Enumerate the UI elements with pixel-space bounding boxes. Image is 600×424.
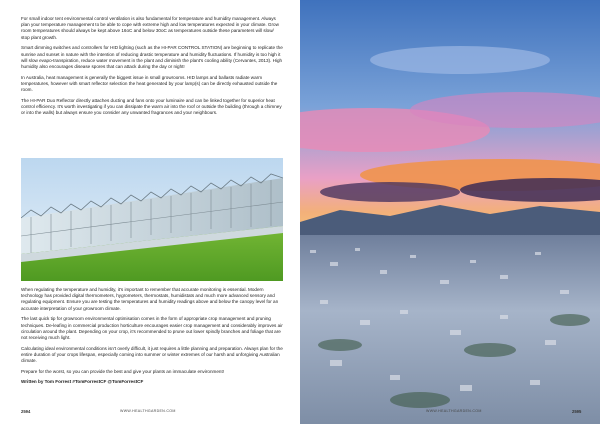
paragraph: The last quick tip for growroom environmental optimisation comes in the form of appropriate crop management and pruning techniques. De-leafing in commercial production horticulture encourages easier crop management and considerably improves air circulation around the plant. Depending on your crop, it's recommended to prune out lower spindly branches and foliage that are not receiving much light.	[21, 316, 283, 340]
paragraph: Calculating ideal environmental conditions isn't overly difficult, it just requires a little planning and preparation. Always plan for the entire duration of your crops lifespan, especially coming into summer or winter extremes of our harsh and unforgiving Australian climate.	[21, 345, 283, 364]
paragraph: The HI-PAR Duo Reflector directly attaches ducting and fans onto your luminaire and can be linked together for superior heat control efficiency. It's worth investigating if you can dissipate the warm air into the roof or outside the building (through a chimney or into the walls) but always ensure you consider any unwanted fragrances and your neighbours.	[21, 97, 282, 116]
website-footer: WWW.HEALTHGARDEN.COM	[120, 409, 176, 413]
article-text-top	[21, 16, 283, 121]
paragraph: When regulating the temperature and humidity, it's important to remember that accurate monitoring is essential. Modern technology has provided digital thermometers, hygrometers, thermostats, humidistats and much more advanced sensory and regulating equipment. Ensure you are testing the temperatures and humidity readings above and below the canopy level for an accurate interpretation of your growroom climate.	[21, 287, 279, 311]
page-number: 2595	[572, 409, 582, 414]
paragraph: In Australia, heat management is generally the biggest issue in small growrooms. HID lamps and ballasts radiate warm temperatures, however with smart reflector selection the heat generated by your lamp(s) can be directly exhausted outside the room.	[21, 74, 278, 93]
article-text-bottom	[21, 287, 283, 390]
paragraph: Prepare for the worst, so you can provide the best and give your plants an immaculate environment!	[21, 368, 224, 374]
right-page	[300, 0, 600, 424]
sunset-city-photo	[300, 0, 600, 424]
greenhouse-photo	[21, 158, 283, 281]
paragraph: For small indoor tent environmental control ventilation is also fundamental for temperature and humidity management. Always plan your temperature management to be able to cope with extreme high and low temperatures expected in your climate. Grow room temperatures should always be kept above 16oC and below 30oC as temperatures outside these parameters will slow/ stop plant growth.	[21, 16, 279, 40]
website-footer: WWW.HEALTHGARDEN.COM	[426, 409, 482, 413]
author-byline: Written by Tom Forrest #TomForrestCF @TomForrestCF	[21, 379, 144, 385]
paragraph: Smart dimming switches and controllers for HID lighting (such as the HI-PAR CONTROL STATION) are beginning to replicate the sunrise and sunset in nature with the intention of reducing drastic temperature and humidity fluctuations. If humidity is too high it will slow evapo-transpiration, reduce water movement in the plant and diminish the plant's cooling ability (Cervantes, 2013). High humidity also encourages disease spores that can attack during the day or night!	[21, 45, 283, 69]
page-number: 2594	[21, 409, 31, 414]
